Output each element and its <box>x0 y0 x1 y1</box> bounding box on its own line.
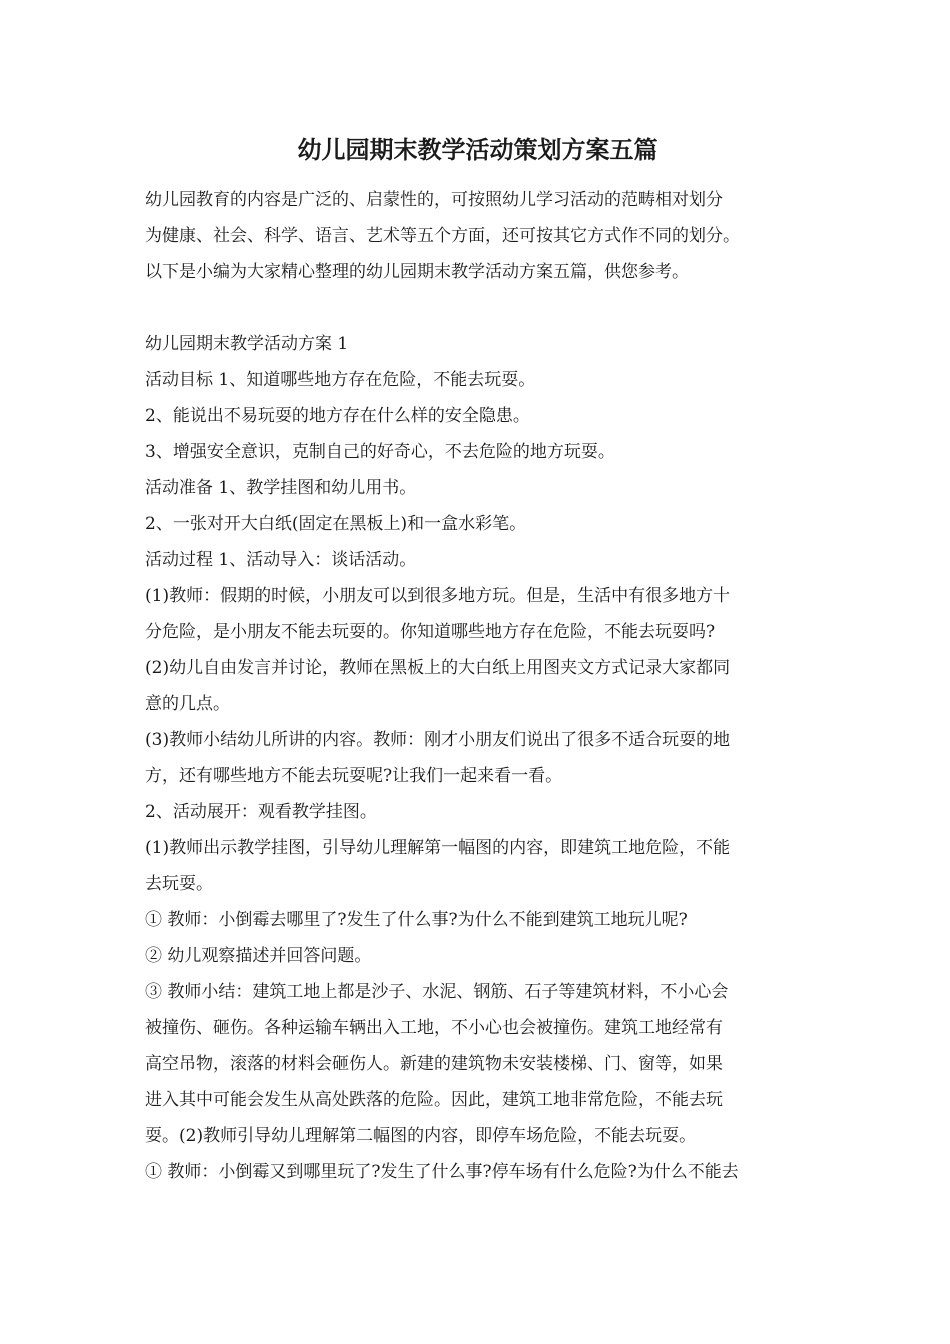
body-line: ① 教师：小倒霉去哪里了?发生了什么事?为什么不能到建筑工地玩儿呢? <box>145 910 688 930</box>
body-line: 高空吊物，滚落的材料会砸伤人。新建的建筑物未安装楼梯、门、窗等，如果 <box>145 1054 723 1074</box>
body-line: 活动准备 1、教学挂图和幼儿用书。 <box>145 478 417 498</box>
body-line: ③ 教师小结：建筑工地上都是沙子、水泥、钢筋、石子等建筑材料，不小心会 <box>145 982 729 1002</box>
document-body <box>145 326 810 1190</box>
body-line: 意的几点。 <box>145 694 230 714</box>
body-line: (2)幼儿自由发言并讨论，教师在黑板上的大白纸上用图夹文方式记录大家都同 <box>145 658 731 678</box>
body-line: 活动目标 1、知道哪些地方存在危险，不能去玩耍。 <box>145 370 536 390</box>
body-line: 去玩耍。 <box>145 874 213 894</box>
body-line: ① 教师：小倒霉又到哪里玩了?发生了什么事?停车场有什么危险?为什么不能去 <box>145 1162 739 1182</box>
body-line: (1)教师：假期的时候，小朋友可以到很多地方玩。但是，生活中有很多地方十 <box>145 586 731 606</box>
body-line: 3、增强安全意识，克制自己的好奇心，不去危险的地方玩耍。 <box>145 442 615 462</box>
body-line: 耍。(2)教师引导幼儿理解第二幅图的内容，即停车场危险，不能去玩耍。 <box>145 1126 697 1146</box>
body-line: (1)教师出示教学挂图，引导幼儿理解第一幅图的内容，即建筑工地危险，不能 <box>145 838 731 858</box>
body-line: 活动过程 1、活动导入：谈话活动。 <box>145 550 417 570</box>
body-line: ② 幼儿观察描述并回答问题。 <box>145 946 372 966</box>
body-line: 方，还有哪些地方不能去玩耍呢?让我们一起来看一看。 <box>145 766 563 786</box>
intro-line: 以下是小编为大家精心整理的幼儿园期末教学活动方案五篇，供您参考。 <box>145 262 689 282</box>
intro-line: 幼儿园教育的内容是广泛的、启蒙性的，可按照幼儿学习活动的范畴相对划分 <box>145 190 723 210</box>
body-line: 被撞伤、砸伤。各种运输车辆出入工地，不小心也会被撞伤。建筑工地经常有 <box>145 1018 723 1038</box>
intro-line: 为健康、社会、科学、语言、艺术等五个方面，还可按其它方式作不同的划分。 <box>145 226 740 246</box>
body-line: 2、能说出不易玩耍的地方存在什么样的安全隐患。 <box>145 406 530 426</box>
body-line: 2、一张对开大白纸(固定在黑板上)和一盒水彩笔。 <box>145 514 527 534</box>
body-line: (3)教师小结幼儿所讲的内容。教师：刚才小朋友们说出了很多不适合玩耍的地 <box>145 730 731 750</box>
document-title: 幼儿园期末教学活动策划方案五篇 <box>297 135 658 164</box>
intro-paragraph <box>145 182 810 290</box>
body-line: 分危险，是小朋友不能去玩耍的。你知道哪些地方存在危险，不能去玩耍吗? <box>145 622 716 642</box>
section-heading: 幼儿园期末教学活动方案 1 <box>145 334 349 354</box>
body-line: 2、活动展开：观看教学挂图。 <box>145 802 377 822</box>
body-line: 进入其中可能会发生从高处跌落的危险。因此，建筑工地非常危险，不能去玩 <box>145 1090 723 1110</box>
